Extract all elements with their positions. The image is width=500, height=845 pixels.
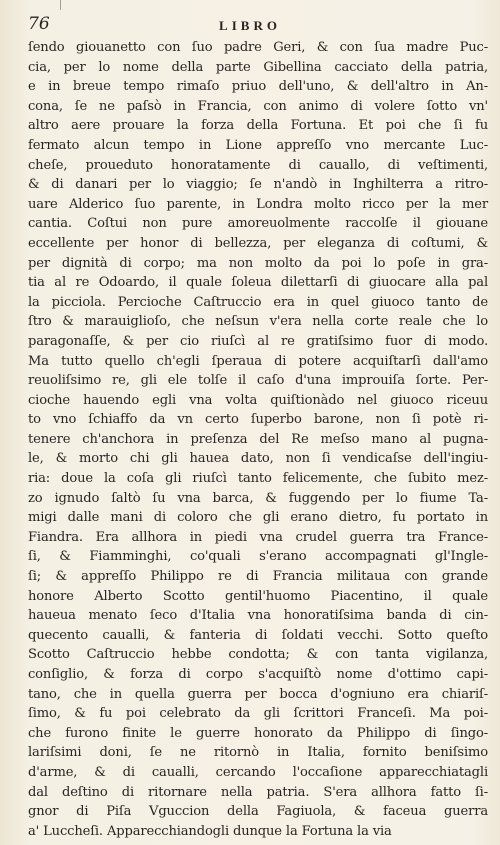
text-line: a' Luccheſi. Apparecchiandogli dunque la Fortuna la via bbox=[28, 823, 392, 839]
text-line: ria: doue la coſa gli riuſcì tanto felicemente, che ſubito mez- bbox=[28, 471, 488, 487]
text-line: reuoliſsimo re, gli ele tolſe il caſo d'una improuiſa ſorte. Per- bbox=[28, 373, 488, 389]
text-line: eccellente per honor di bellezza, per eleganza di coſtumi, & bbox=[28, 235, 488, 251]
text-line: tenere ch'anchora in preſenza del Re meſso mano al pugna- bbox=[28, 431, 488, 447]
text-line: to vno ſchiaffo da vn certo ſuperbo barone, non ſi potè ri- bbox=[28, 412, 488, 428]
text-line: gnor di Piſa Vguccion della Fagiuola, & faceua guerra bbox=[28, 804, 488, 820]
text-line: cioche hauendo egli vna volta quiſtionàdo nel giuoco riceuu bbox=[28, 392, 488, 408]
text-line: e in breue tempo rimaſo priuo dell'uno, & dell'altro in An- bbox=[28, 79, 488, 95]
text-line: zo ignudo ſaltò ſu vna barca, & fuggendo per lo fiume Ta- bbox=[28, 490, 488, 506]
text-line: conſiglio, & forza di corpo s'acquiſtò nome d'ottimo capi- bbox=[28, 667, 488, 682]
text-line: ſi; & appreſſo Philippo re di Francia militaua con grande bbox=[28, 569, 488, 585]
text-line: migi dalle mani di coloro che gli erano dietro, fu portato in bbox=[28, 510, 488, 526]
text-line: cantia. Coſtui non pure amoreuolmente raccolſe il giouane bbox=[28, 216, 488, 232]
text-line: altro aere prouare la forza della Fortuna. Et poi che ſi fu bbox=[28, 118, 488, 134]
text-line: ſimo, & fu poi celebrato da gli ſcrittori Franceſi. Ma poi- bbox=[28, 706, 488, 722]
body-text bbox=[28, 38, 488, 841]
text-line: quecento caualli, & fanteria di ſoldati vecchi. Sotto queſto bbox=[28, 627, 488, 643]
margin-mark bbox=[60, 0, 61, 10]
page-number: 76 bbox=[28, 14, 50, 34]
text-line: uare Alderico ſuo parente, in Londra molto ricco per la mer bbox=[28, 196, 488, 212]
text-line: Scotto Caſtruccio hebbe condotta; & con tanta vigilanza, bbox=[28, 647, 488, 663]
text-line: cia, per lo nome della parte Gibellina cacciato della patria, bbox=[28, 59, 488, 75]
text-line: fermato alcun tempo in Lione appreſſo vno mercante Luc- bbox=[28, 137, 488, 153]
text-line: per dignità di corpo; ma non molto da poi lo poſe in gra- bbox=[28, 255, 488, 271]
text-line: paragonaſſe, & per cio riuſcì al re gratiſsimo fuor di modo. bbox=[28, 333, 488, 349]
text-line: cona, ſe ne paſsò in Francia, con animo di volere ſotto vn' bbox=[28, 98, 488, 114]
text-line: Fiandra. Era allhora in piedi vna crudel guerra tra France- bbox=[28, 529, 488, 545]
running-head: LIBRO bbox=[219, 18, 281, 33]
text-line: haueua menato ſeco d'Italia vna honoratiſsima banda di cin- bbox=[28, 608, 488, 624]
text-line: ſtro & marauiglioſo, che neſsun v'era nella corte reale che lo bbox=[28, 314, 488, 330]
text-line: tano, che in quella guerra per bocca d'ogniuno era chiariſ- bbox=[28, 686, 488, 702]
text-line: ſendo giouanetto con ſuo padre Geri, & con ſua madre Puc- bbox=[28, 40, 488, 55]
text-line: ſi, & Fiamminghi, co'quali s'erano accompagnati gl'Ingle- bbox=[28, 549, 488, 565]
text-line: tia al re Odoardo, il quale ſoleua dilettarſi di giuocare alla pal bbox=[28, 275, 488, 291]
text-line: dal deſtino di ritornare nella patria. S'era allhora fatto ſi- bbox=[28, 784, 488, 800]
text-line: che furono finite le guerre honorato da Philippo di ſingo- bbox=[28, 725, 488, 741]
text-line: le, & morto chi gli hauea dato, non ſi vendicaſse dell'ingiu- bbox=[28, 451, 488, 467]
text-line: cheſe, proueduto honoratamente di cauallo, di veſtimenti, bbox=[28, 157, 488, 173]
text-line: d'arme, & di caualli, cercando l'occaſione apparecchiatagli bbox=[28, 764, 488, 780]
text-line: honore Alberto Scotto gentil'huomo Piacentino, il quale bbox=[28, 588, 488, 604]
text-line: lariſsimi doni, ſe ne ritornò in Italia, fornito beniſsimo bbox=[28, 745, 488, 761]
text-line: la picciola. Percioche Caſtruccio era in quel giuoco tanto de bbox=[28, 294, 488, 310]
text-line: & di danari per lo viaggio; ſe n'andò in Inghilterra a ritro- bbox=[28, 177, 488, 193]
text-line: Ma tutto quello ch'egli ſperaua di potere acquiſtarſi dall'amo bbox=[28, 353, 488, 369]
